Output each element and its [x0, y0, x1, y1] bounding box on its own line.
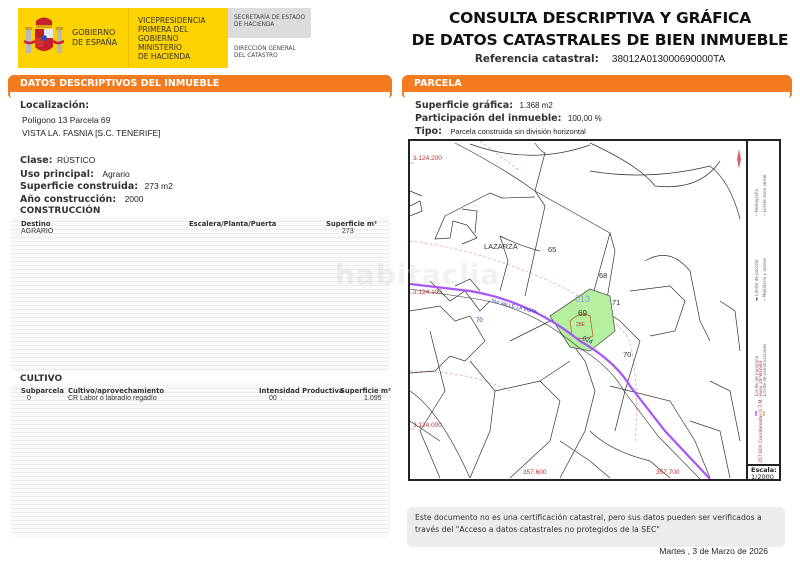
svg-text:─ Hidrografía: ─ Hidrografía — [754, 188, 759, 216]
disclaimer-note: Este documento no es una certificación catastral, pero sus datos pueden ser verificados a través del "Acceso a datos catastrales no protegidos de la SEC" — [407, 507, 785, 547]
localizacion-label: Localización: — [20, 100, 90, 111]
cultivo-row-intensidad: 00 — [269, 395, 277, 402]
direccion-line1: DIRECCIÓN GENERAL — [234, 46, 296, 52]
tipo-value: Parcela construida sin división horizontal — [450, 127, 586, 136]
secretaria-line1: SECRETARÍA DE ESTADO — [234, 15, 306, 21]
referencia-catastral — [405, 53, 795, 65]
superficie-label: Superficie construida: — [20, 181, 139, 192]
government-logo-header — [18, 8, 311, 68]
cultivo-header-subparcela: Subparcela — [21, 387, 64, 395]
gobierno-line1: GOBIERNO — [72, 28, 116, 37]
clase-label: Clase: — [20, 155, 53, 166]
anio-row — [20, 189, 144, 207]
section-header-inmueble: DATOS DESCRIPTIVOS DEL INMUEBLE — [8, 75, 392, 92]
superficie-grafica-value: 1.368 m2 — [519, 101, 553, 110]
map-scale — [746, 464, 781, 481]
coord-y-3: 3.124.000 — [413, 422, 442, 429]
watermark: habitaclia — [335, 258, 501, 291]
cultivo-header-cultivo: Cultivo/aprovechamiento — [68, 387, 165, 395]
uso-label: Uso principal: — [20, 169, 94, 180]
document-date: Martes , 3 de Marzo de 2026 — [659, 546, 768, 556]
construccion-table — [12, 218, 389, 370]
title-line1: CONSULTA DESCRIPTIVA Y GRÁFICA — [448, 9, 752, 27]
ministerio-line2: DE HACIENDA — [138, 52, 191, 61]
coord-y-1: 3.124.200 — [413, 155, 442, 162]
participacion-label: Participación del inmueble: — [415, 113, 562, 124]
gobierno-espana-logo — [18, 8, 128, 68]
svg-text:▬ Límite de parcela: ▬ Límite de parcela — [754, 259, 759, 301]
construccion-title: CONSTRUCCIÓN — [20, 206, 101, 216]
parcel-label-70-left: 70 — [476, 318, 483, 324]
cultivo-title: CULTIVO — [20, 374, 63, 384]
construccion-row-destino: AGRARIO — [21, 228, 54, 235]
legend-limite-manzana: Límite de manzana — [754, 355, 759, 396]
anio-value: 2000 — [124, 194, 144, 204]
ministerio-logo — [128, 8, 228, 68]
localizacion-line1: Polígono 13 Parcela 69 — [22, 115, 111, 125]
catastro-logo — [228, 8, 311, 68]
gobierno-line2: DE ESPAÑA — [72, 38, 118, 47]
section-header-parcela: PARCELA — [402, 75, 792, 92]
poligono-label: 013 — [575, 294, 591, 304]
svg-text:─ Mobiliario y aceras: ─ Mobiliario y aceras — [762, 257, 767, 301]
uso-value: Agrario — [102, 169, 130, 179]
cultivo-row-subparcela: 0 — [27, 395, 31, 402]
coord-x-1: 357.600 — [523, 469, 547, 476]
paraje-label: LAZARZA — [484, 242, 518, 251]
ref-value: 38012A013000690000TA — [611, 54, 726, 65]
superficie-value: 273 m2 — [144, 181, 173, 191]
road-number-label: 024 — [581, 335, 594, 346]
document-title — [405, 7, 795, 51]
target-parcel-label: 69 — [578, 309, 587, 318]
road-label: 704 VALLE LA VISTA — [489, 298, 538, 316]
parcel-label-68: 68 — [599, 271, 608, 280]
coord-x-2: 357.700 — [656, 469, 680, 476]
cultivo-header-superficie: Superficie m² — [340, 387, 391, 395]
clase-value: RÚSTICO — [57, 155, 96, 165]
cultivo-row-superficie: 1.095 — [364, 395, 382, 402]
scale-label: Escala: — [751, 466, 777, 474]
localizacion-line2: VISTA LA. FASNIA [S.C. TENERIFE] — [22, 128, 161, 138]
tipo-row — [415, 121, 586, 139]
cadastral-map[interactable] — [408, 139, 781, 481]
construccion-header-superficie: Superficie m² — [326, 220, 377, 228]
parcel-label-65: 65 — [548, 245, 557, 254]
construccion-header-escalera: Escalera/Planta/Puerta — [189, 220, 277, 228]
ref-label: Referencia catastral: — [474, 53, 599, 65]
tipo-label: Tipo: — [415, 126, 442, 137]
cultivo-row-cultivo: CR Labor o labradío regadío — [68, 395, 157, 402]
vicepresidencia-line1: VICEPRESIDENCIA — [138, 16, 206, 25]
svg-text:─ Límite zona verde: ─ Límite zona verde — [762, 174, 767, 216]
construccion-row-superficie: 273 — [342, 228, 354, 235]
participacion-value: 100,00 % — [567, 114, 602, 123]
coord-y-2: 3.124.100 — [413, 289, 442, 296]
secretaria-line2: DE HACIENDA — [234, 22, 275, 28]
parcel-label-70: 70 — [623, 350, 632, 359]
vicepresidencia-line2: PRIMERA DEL GOBIERNO — [138, 25, 189, 43]
map-legend — [746, 141, 781, 466]
construccion-header-destino: Destino — [21, 220, 51, 228]
ministerio-line1: MINISTERIO — [138, 43, 182, 52]
parcel-label-71: 71 — [612, 298, 621, 307]
anio-label: Año construcción: — [20, 194, 117, 205]
cultivo-table — [12, 385, 389, 536]
coordinate-system-label: 357.800 Coordenadas U.T.M. Huso 28 WGS84 — [759, 360, 764, 463]
direccion-line2: DEL CATASTRO — [234, 53, 278, 59]
cultivo-header-intensidad: Intensidad Productiva — [259, 387, 344, 395]
building-label: 28E — [576, 322, 585, 328]
spain-coat-of-arms-icon — [24, 15, 64, 61]
title-line2: DE DATOS CATASTRALES DE BIEN INMUEBLE — [411, 31, 789, 49]
section-border-inmueble — [8, 92, 392, 98]
superficie-grafica-label: Superficie gráfica: — [415, 100, 513, 111]
legend-limite-construcciones: Límite de construcciones — [762, 343, 767, 396]
scale-value: 1/2000 — [751, 473, 774, 481]
